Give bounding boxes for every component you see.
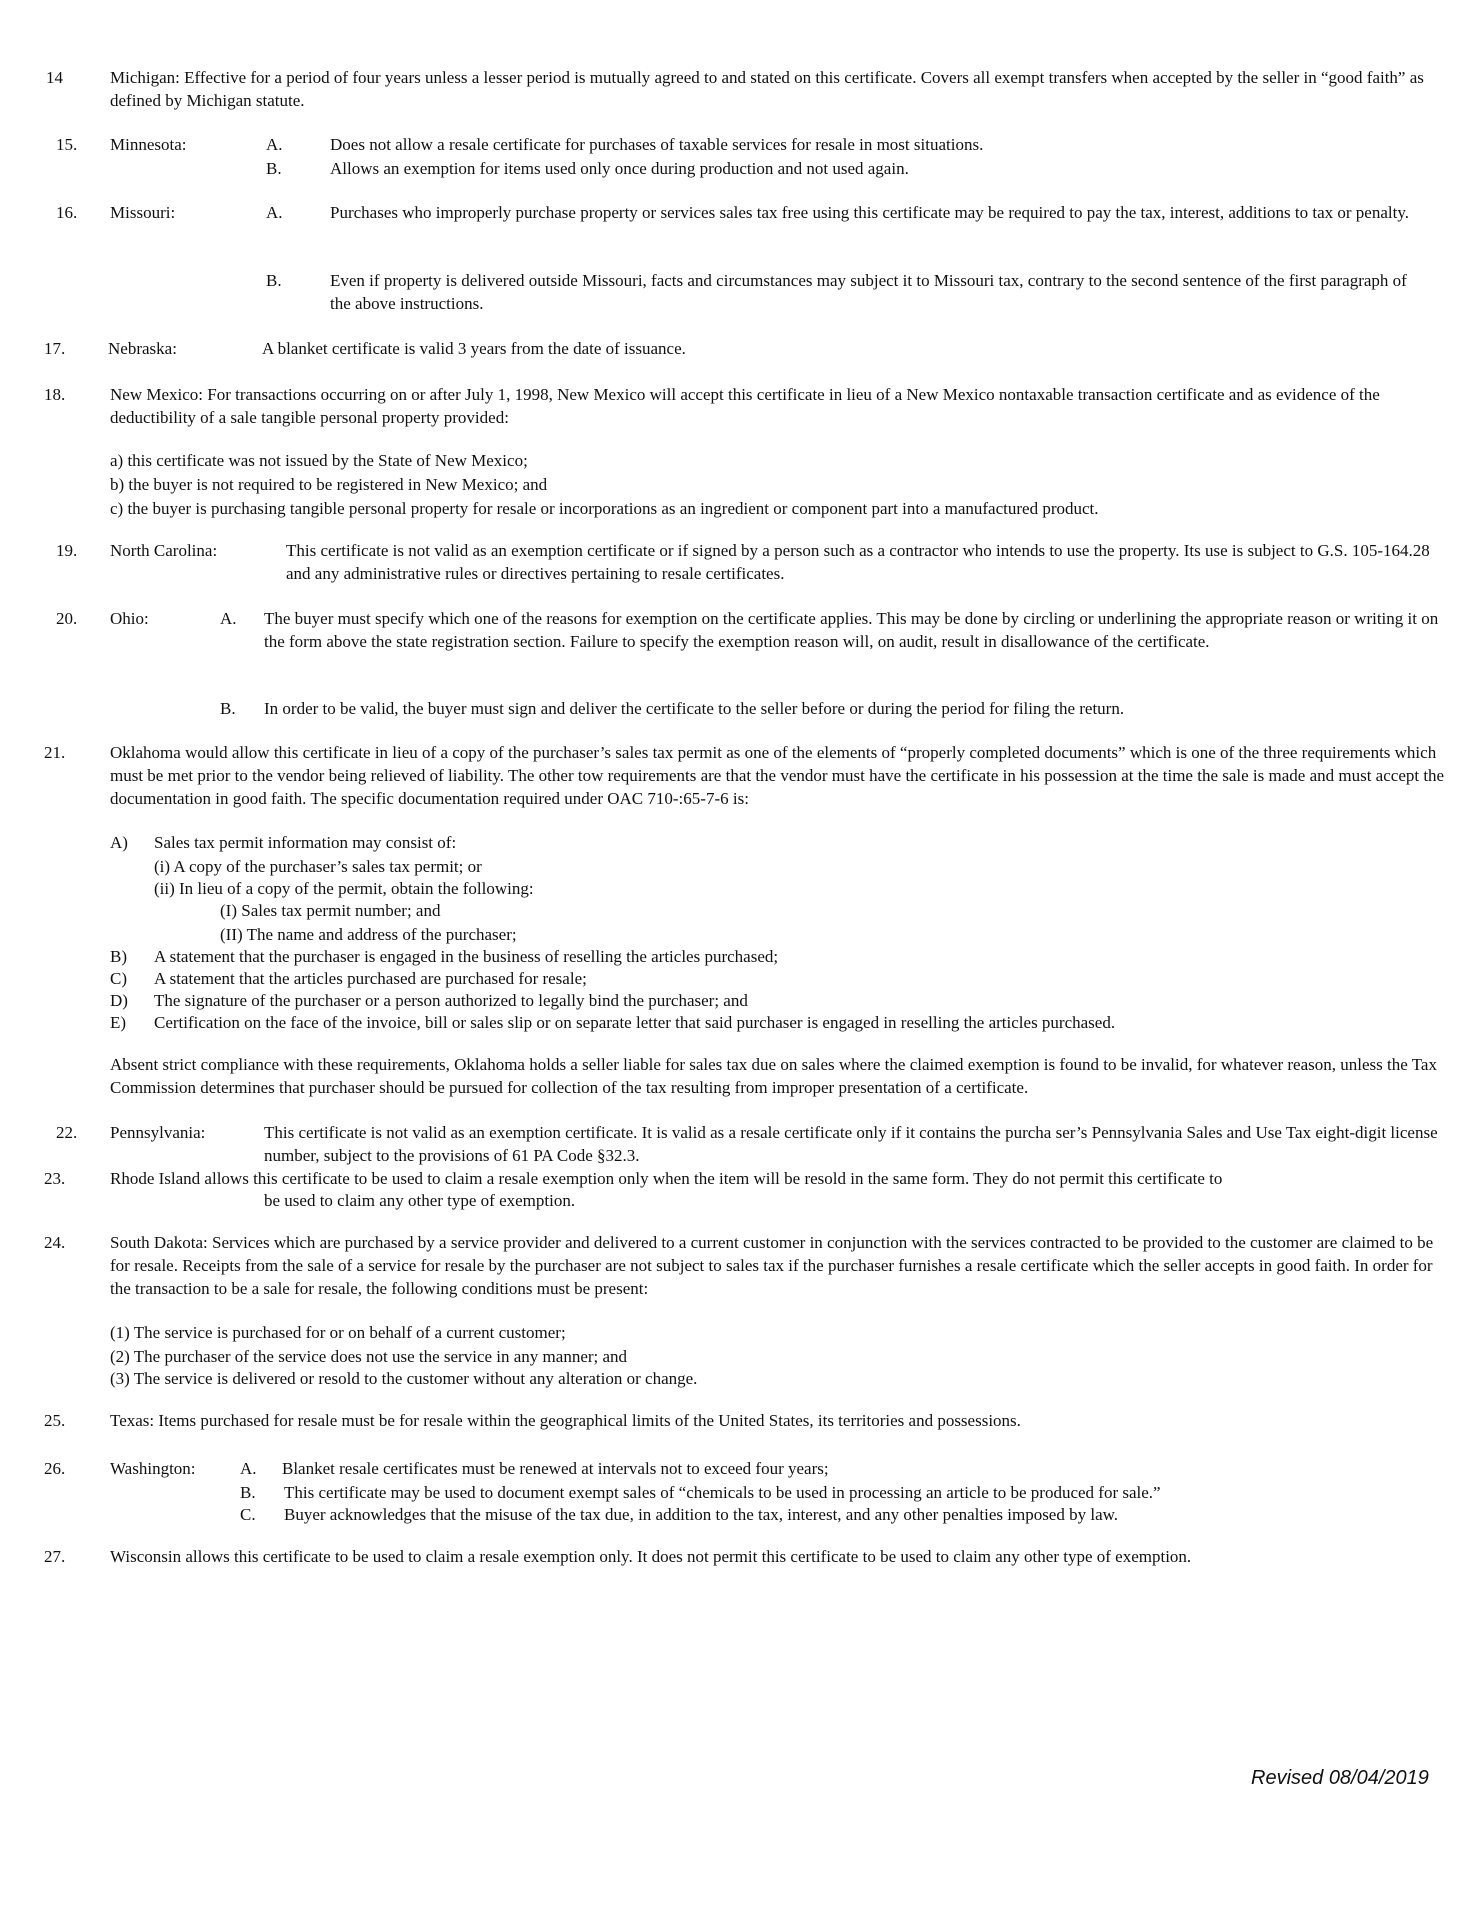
oklahoma-text: Oklahoma would allow this certificate in lieu of a copy of the purchaser’s sales tax permit as one of the elements of “properly completed documents” which is one of the three requirements which must be met prior to the vendor being relieved of liability. The other tow requirements are that the vendor must have the certificate in his possession at the time the sale is made and must accept the documentation in good faith. The specific documentation required under OAC 710-:65-7-6 is:	[110, 743, 1445, 808]
oklahoma-a-text: Sales tax permit information may consist of:	[154, 833, 457, 852]
item-number: 27.	[44, 1547, 66, 1566]
south-dakota-condition-1: (1) The service is purchased for or on behalf of a current customer;	[110, 1323, 566, 1342]
missouri-b-text: Even if property is delivered outside Missouri, facts and circumstances may subject it to Missouri tax, contrary to the second sentence of the first paragraph of the above instructions.	[330, 271, 1407, 313]
sub-letter: A.	[220, 609, 237, 628]
state-label: Missouri:	[110, 203, 176, 222]
oklahoma-c-text: A statement that the articles purchased are purchased for resale;	[154, 969, 587, 988]
oklahoma-d-text: The signature of the purchaser or a person authorized to legally bind the purchaser; and	[154, 991, 748, 1010]
sub-letter: C.	[240, 1505, 256, 1524]
state-label: Washington:	[110, 1459, 196, 1478]
north-carolina-text: This certificate is not valid as an exemption certificate or if signed by a person such as a contractor who intends to use the property. Its use is subject to G.S. 105-164.28 and any administrative rules or directives pertaining to resale certificates.	[286, 541, 1430, 583]
item-number: 18.	[44, 385, 66, 404]
ohio-a-text: The buyer must specify which one of the reasons for exemption on the certificate applies. This may be done by circling or underlining the appropriate reason or writing it on the form above the state registration section. Failure to specify the exemption reason will, on audit, result in disallowance of the certificate.	[264, 609, 1439, 651]
item-number: 16.	[56, 203, 78, 222]
south-dakota-text: South Dakota: Services which are purchased by a service provider and delivered to a current customer in conjunction with the services contracted to be provided to the customer are claimed to be for resale. Receipts from the sale of a service for resale by the purchaser are not subject to sales tax if the purchaser furnishes a resale certificate which the seller accepts in good faith. In order for the transaction to be a sale for resale, the following conditions must be present:	[110, 1233, 1434, 1298]
rhode-island-line-2: be used to claim any other type of exemption.	[264, 1191, 576, 1210]
michigan-text: Michigan: Effective for a period of four years unless a lesser period is mutually agreed to and stated on this certificate. Covers all exempt transfers when accepted by the seller in “good faith” as defined by Michigan statute.	[110, 68, 1424, 110]
sub-letter: D)	[110, 991, 128, 1010]
sub-letter: B.	[220, 699, 236, 718]
minnesota-b-text: Allows an exemption for items used only once during production and not used again.	[330, 159, 909, 178]
item-number: 24.	[44, 1233, 66, 1252]
item-number: 19.	[56, 541, 78, 560]
washington-a-text: Blanket resale certificates must be renewed at intervals not to exceed four years;	[282, 1459, 829, 1478]
minnesota-a-text: Does not allow a resale certificate for purchases of taxable services for resale in most situations.	[330, 135, 984, 154]
state-label: Minnesota:	[110, 135, 187, 154]
missouri-a-text: Purchases who improperly purchase property or services sales tax free using this certificate may be required to pay the tax, interest, additions to tax or penalty.	[330, 203, 1409, 222]
sub-letter: B.	[266, 271, 282, 290]
item-number: 14	[46, 68, 63, 87]
new-mexico-condition-a: a) this certificate was not issued by the State of New Mexico;	[110, 451, 528, 470]
sub-letter: B.	[266, 159, 282, 178]
sub-letter: B)	[110, 947, 127, 966]
state-label: Pennsylvania:	[110, 1123, 206, 1142]
south-dakota-condition-2: (2) The purchaser of the service does not use the service in any manner; and	[110, 1347, 628, 1366]
item-number: 20.	[56, 609, 78, 628]
item-number: 21.	[44, 743, 66, 762]
item-number: 22.	[56, 1123, 78, 1142]
item-number: 25.	[44, 1411, 66, 1430]
item-number: 23.	[44, 1169, 66, 1188]
ohio-b-text: In order to be valid, the buyer must sign and deliver the certificate to the seller before or during the period for filing the return.	[264, 699, 1125, 718]
sub-letter: E)	[110, 1013, 127, 1032]
sub-letter: A.	[240, 1459, 257, 1478]
new-mexico-condition-b: b) the buyer is not required to be registered in New Mexico; and	[110, 475, 548, 494]
sub-letter: B.	[240, 1483, 256, 1502]
item-number: 26.	[44, 1459, 66, 1478]
new-mexico-condition-c: c) the buyer is purchasing tangible personal property for resale or incorporations as an ingredient or component part into a manufactured product.	[110, 499, 1099, 518]
oklahoma-a-ii: (ii) In lieu of a copy of the permit, obtain the following:	[154, 879, 534, 898]
sub-letter: C)	[110, 969, 127, 988]
state-label: Ohio:	[110, 609, 149, 628]
state-label: Nebraska:	[108, 339, 177, 358]
oklahoma-e-text: Certification on the face of the invoice, bill or sales slip or on separate letter that said purchaser is engaged in reselling the articles purchased.	[154, 1013, 1116, 1032]
wisconsin-text: Wisconsin allows this certificate to be used to claim a resale exemption only. It does not permit this certificate to be used to claim any other type of exemption.	[110, 1547, 1192, 1566]
texas-text: Texas: Items purchased for resale must be for resale within the geographical limits of the United States, its territories and possessions.	[110, 1411, 1021, 1430]
washington-c-text: Buyer acknowledges that the misuse of the tax due, in addition to the tax, interest, and any other penalties imposed by law.	[284, 1505, 1119, 1524]
item-number: 17.	[44, 339, 66, 358]
sub-letter: A)	[110, 833, 128, 852]
sub-letter: A.	[266, 135, 283, 154]
revised-date: Revised 08/04/2019	[1251, 1767, 1429, 1789]
washington-b-text: This certificate may be used to document exempt sales of “chemicals to be used in processing an article to be produced for sale.”	[284, 1483, 1161, 1502]
rhode-island-line-1: Rhode Island allows this certificate to be used to claim a resale exemption only when the item will be resold in the same form. They do not permit this certificate to	[110, 1169, 1223, 1188]
pennsylvania-text: This certificate is not valid as an exemption certificate. It is valid as a resale certificate only if it contains the purcha ser’s Pennsylvania Sales and Use Tax eight-digit license number, subject to the provisions of 61 PA Code §32.3.	[264, 1123, 1438, 1165]
oklahoma-a-i: (i) A copy of the purchaser’s sales tax permit; or	[154, 857, 482, 876]
nebraska-text: A blanket certificate is valid 3 years from the date of issuance.	[262, 339, 686, 358]
south-dakota-condition-3: (3) The service is delivered or resold to the customer without any alteration or change.	[110, 1369, 698, 1388]
oklahoma-a-ii-2: (II) The name and address of the purchaser;	[220, 925, 517, 944]
item-number: 15.	[56, 135, 78, 154]
oklahoma-closing: Absent strict compliance with these requirements, Oklahoma holds a seller liable for sales tax due on sales where the claimed exemption is found to be invalid, for whatever reason, unless the Tax Commission determines that purchaser should be pursued for collection of the tax resulting from improper presentation of a certificate.	[110, 1055, 1437, 1097]
new-mexico-text: New Mexico: For transactions occurring on or after July 1, 1998, New Mexico will accept this certificate in lieu of a New Mexico nontaxable transaction certificate and as evidence of the deductibility of a sale tangible personal property provided:	[110, 385, 1380, 427]
sub-letter: A.	[266, 203, 283, 222]
oklahoma-b-text: A statement that the purchaser is engaged in the business of reselling the articles purchased;	[154, 947, 779, 966]
oklahoma-a-ii-1: (I) Sales tax permit number; and	[220, 901, 441, 920]
state-label: North Carolina:	[110, 541, 218, 560]
